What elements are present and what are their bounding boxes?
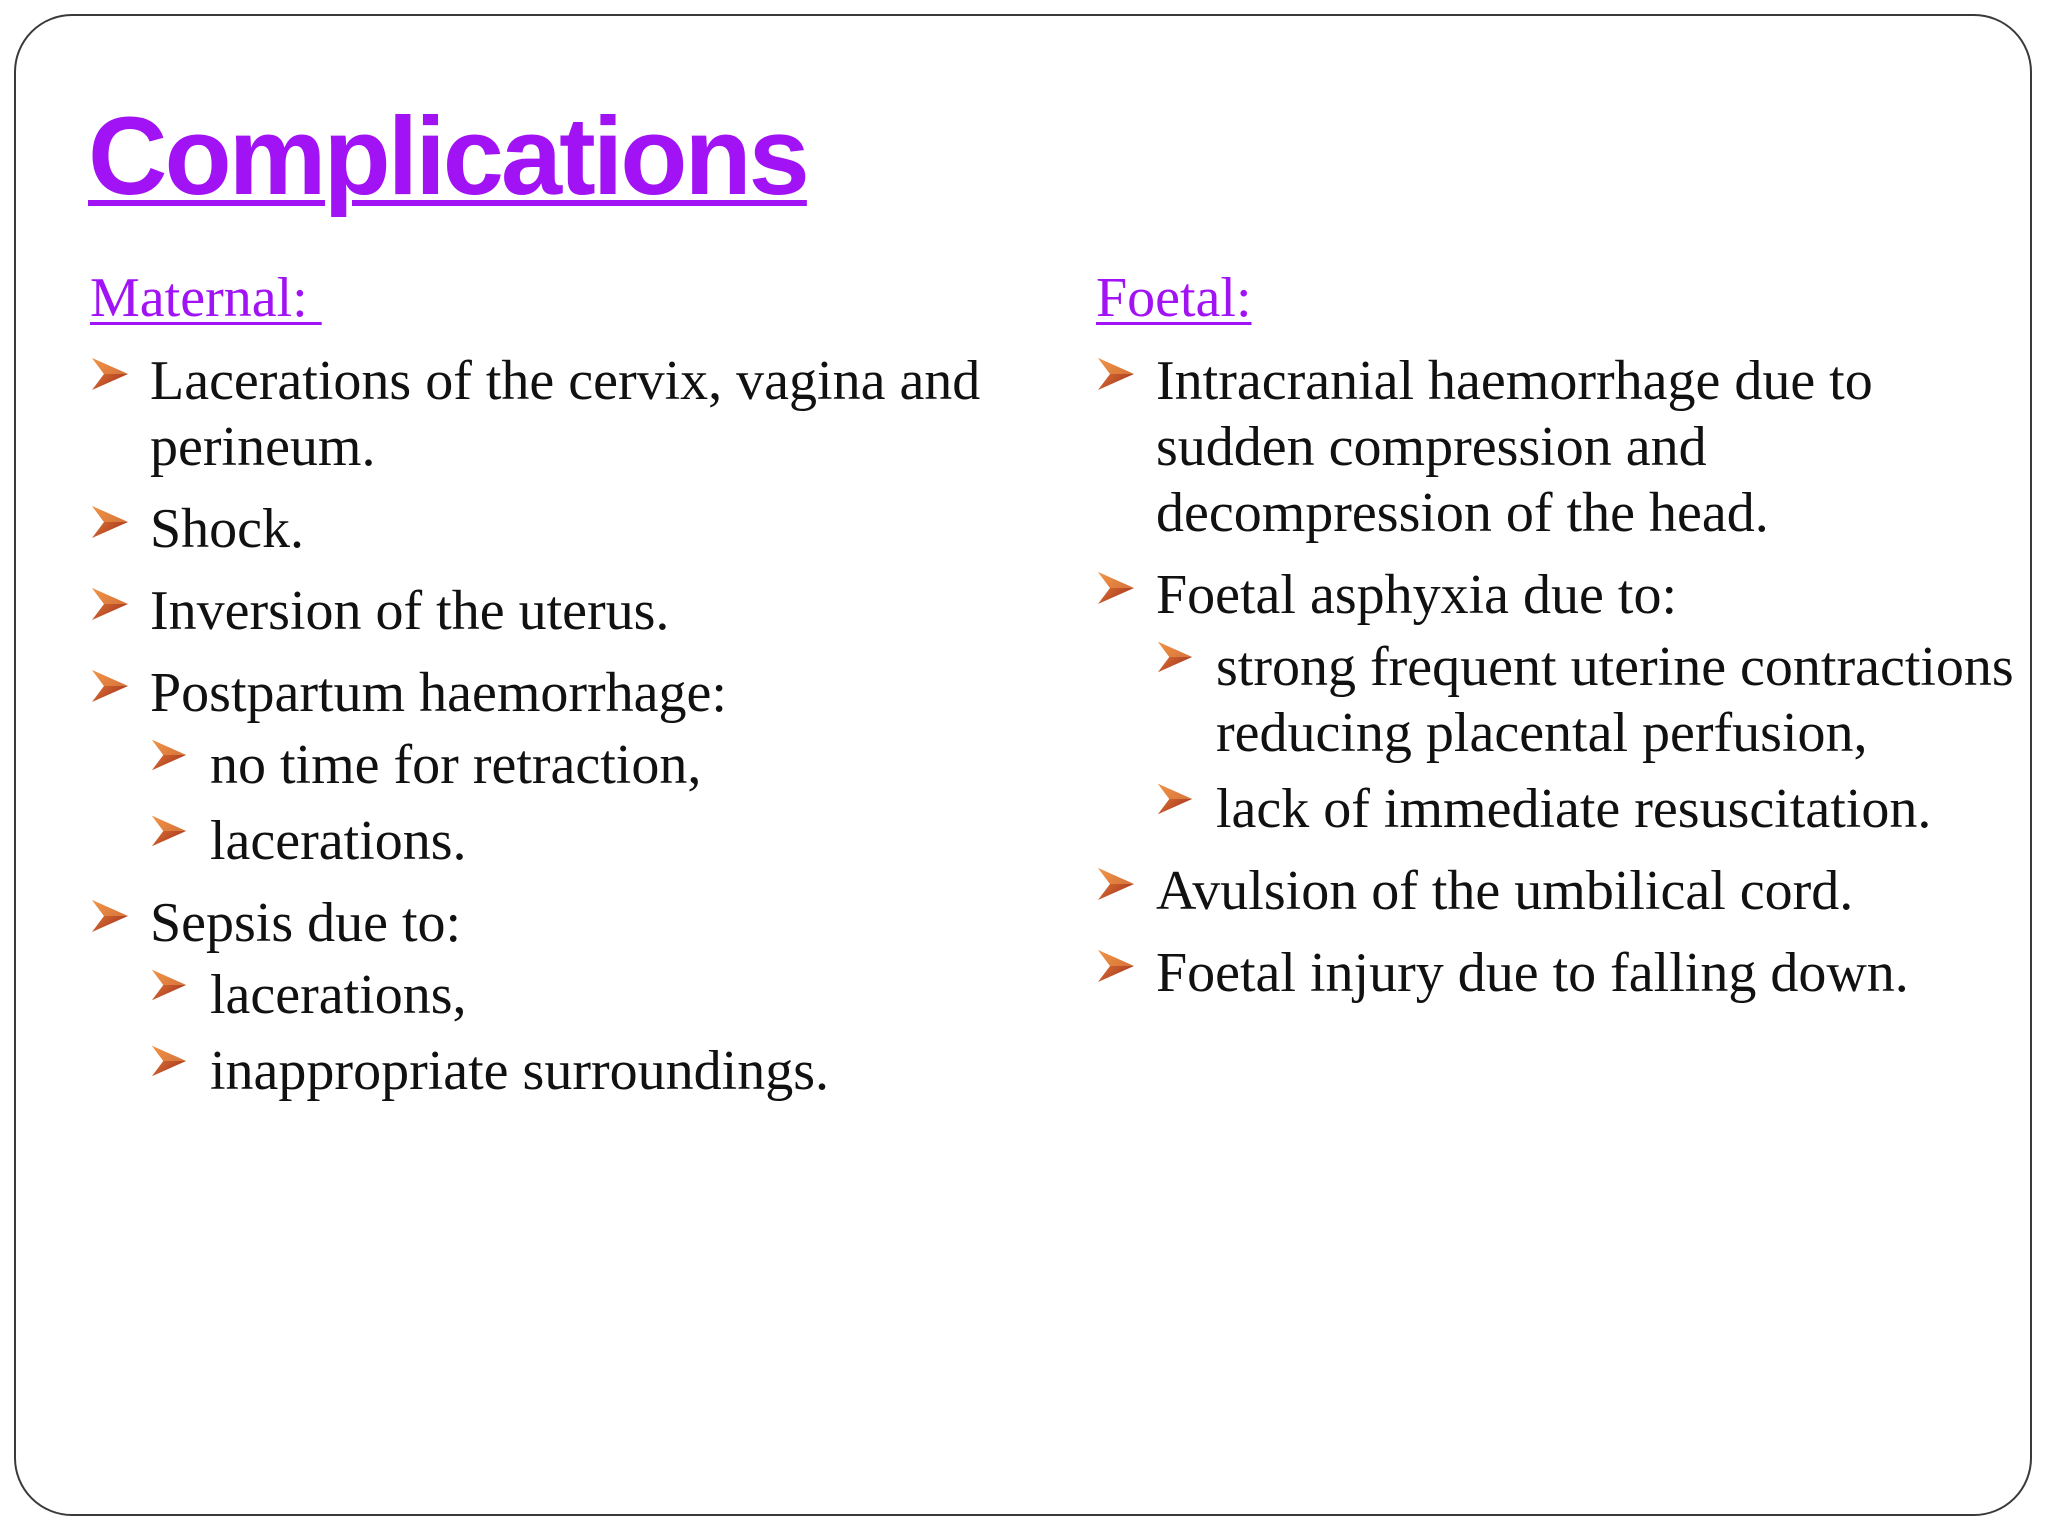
maternal-heading: Maternal:	[90, 267, 322, 329]
asphyxia-sub-list	[1156, 634, 2036, 842]
foetal-heading: Foetal:	[1096, 267, 1252, 329]
sub-list-item: lack of immediate resuscitation.	[1156, 776, 2036, 842]
slide-frame	[14, 14, 2032, 1516]
sub-list-item: no time for retraction,	[150, 732, 1050, 798]
arrowhead-bullet-icon	[90, 584, 130, 624]
list-item: Postpartum haemorrhage: no time for retraction, lacerations.	[90, 660, 1050, 874]
sepsis-sub-list	[150, 962, 1050, 1104]
arrowhead-bullet-icon	[90, 502, 130, 542]
arrowhead-bullet-icon	[1096, 864, 1136, 904]
arrowhead-bullet-icon	[90, 896, 130, 936]
maternal-list	[90, 348, 1050, 1104]
arrowhead-sub-bullet-icon	[150, 736, 188, 774]
sub-list-item: inappropriate surroundings.	[150, 1038, 1050, 1104]
sub-list-item: strong frequent uterine contractions reducing placental perfusion,	[1156, 634, 2036, 766]
arrowhead-bullet-icon	[1096, 568, 1136, 608]
arrowhead-sub-bullet-icon	[1156, 638, 1194, 676]
list-item: Foetal injury due to falling down.	[1096, 940, 2036, 1006]
list-item: Sepsis due to: lacerations, inappropriate surroundings.	[90, 890, 1050, 1104]
list-item: Inversion of the uterus.	[90, 578, 1050, 644]
foetal-column	[1096, 268, 2036, 1022]
list-item: Intracranial haemorrhage due to sudden compression and decompression of the head.	[1096, 348, 2036, 546]
list-item: Shock.	[90, 496, 1050, 562]
list-item: Foetal asphyxia due to: strong frequent uterine contractions reducing placental perfusion, lack of immediate resuscitation.	[1096, 562, 2036, 842]
arrowhead-sub-bullet-icon	[150, 1042, 188, 1080]
arrowhead-bullet-icon	[90, 666, 130, 706]
arrowhead-bullet-icon	[1096, 354, 1136, 394]
slide-title: Complications	[88, 95, 807, 218]
list-item: Avulsion of the umbilical cord.	[1096, 858, 2036, 924]
arrowhead-sub-bullet-icon	[150, 966, 188, 1004]
maternal-column	[90, 268, 1050, 1120]
arrowhead-sub-bullet-icon	[1156, 780, 1194, 818]
pph-sub-list	[150, 732, 1050, 874]
sub-list-item: lacerations,	[150, 962, 1050, 1028]
foetal-list	[1096, 348, 2036, 1006]
arrowhead-sub-bullet-icon	[150, 812, 188, 850]
arrowhead-bullet-icon	[90, 354, 130, 394]
arrowhead-bullet-icon	[1096, 946, 1136, 986]
list-item: Lacerations of the cervix, vagina and perineum.	[90, 348, 1050, 480]
sub-list-item: lacerations.	[150, 808, 1050, 874]
